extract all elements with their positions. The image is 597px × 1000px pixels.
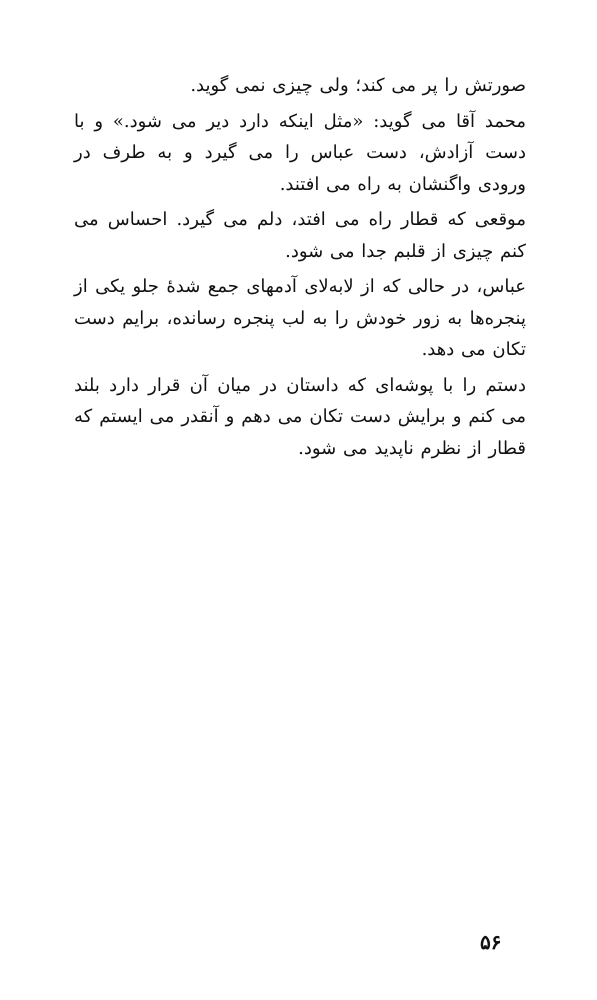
paragraph-1: صورتش را پر می کند؛ ولی چیزی نمی گوید. — [190, 75, 526, 96]
paragraph-4: عباس، در حالی که از لابه‌لای آدمهای جمع شدهٔ جلو یکی از پنجره‌ها به زور خودش را به لب پنجره رسانده، برایم دست تکان می دهد. — [74, 276, 526, 360]
paragraph-2: محمد آقا می گوید: «مثل اینکه دارد دیر می شود.» و با دست آزادش، دست عباس را می گیرد و به طرف در ورودی واگنشان به راه می افتند. — [74, 110, 526, 195]
body-text — [74, 70, 526, 468]
paragraph-5: دستم را با پوشه‌ای که داستان در میان آن قرار دارد بلند می کنم و برایش دست تکان می دهم و آنقدر می ایستم که قطار از نظرم ناپدید می شود. — [74, 374, 526, 459]
paragraph-3: موقعی که قطار راه می افتد، دلم می گیرد. احساس می کنم چیزی از قلبم جدا می شود. — [74, 209, 526, 262]
page-number: ۵۶ — [480, 930, 502, 954]
